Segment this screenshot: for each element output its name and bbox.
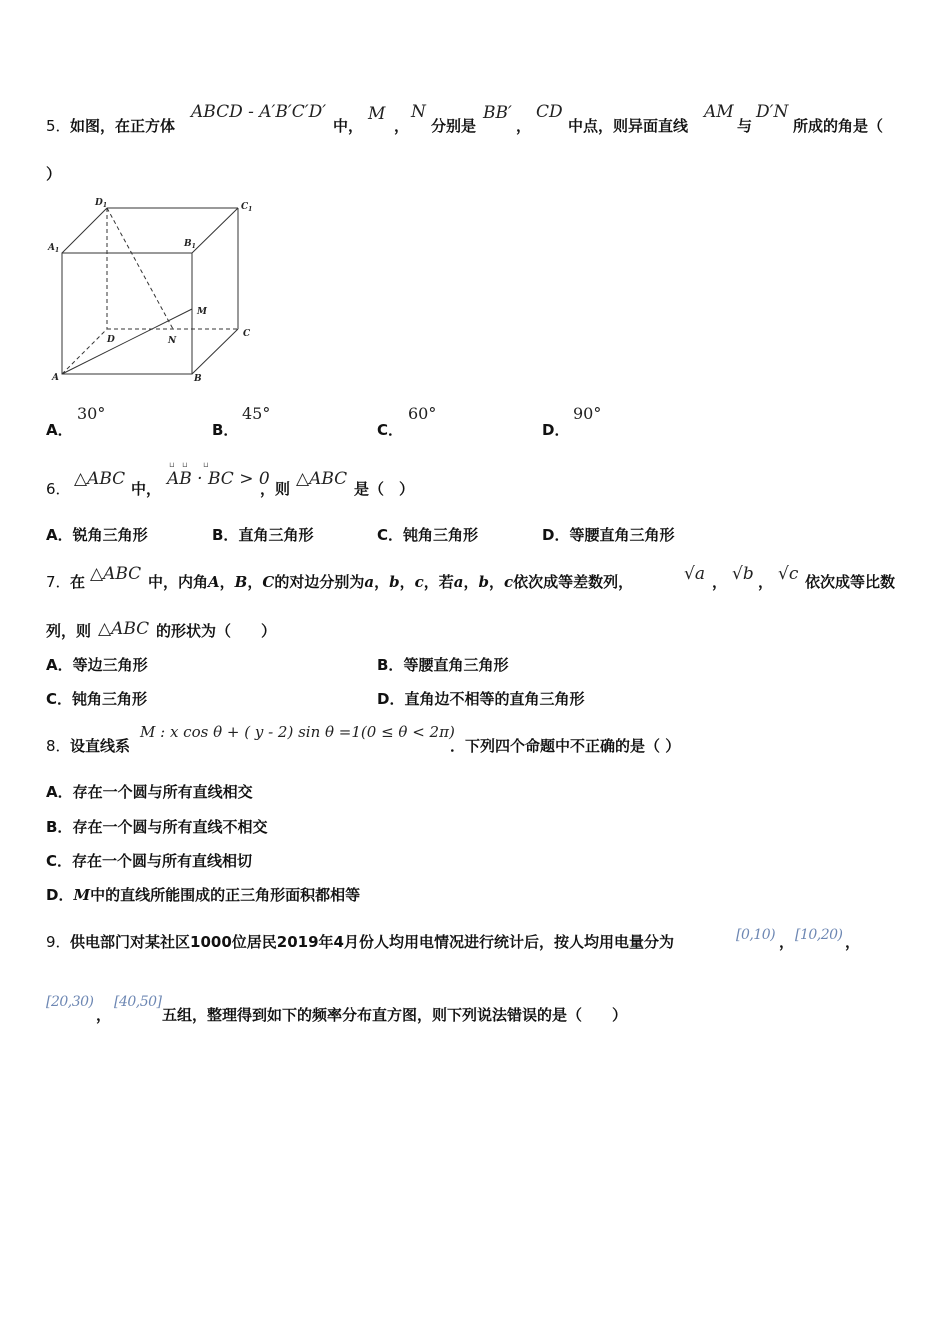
q9-interval-2: [10,20) bbox=[795, 927, 843, 943]
q8-text-b: ．下列四个命题中不正确的是（ ） bbox=[450, 737, 681, 755]
q9-interval-4: [40,50] bbox=[114, 994, 162, 1010]
label-b: B bbox=[194, 374, 202, 384]
q5-text-c: 分别是 bbox=[431, 117, 477, 135]
q7-comma-h: ， bbox=[758, 573, 774, 591]
q5-text-a: 如图，在正方体 bbox=[70, 117, 176, 135]
q7-math-triangle-2: △ABC bbox=[98, 619, 150, 639]
q9-interval-1: [0,10) bbox=[736, 927, 776, 943]
q8-option-d: D．M中的直线所能围成的正三角形面积都相等 bbox=[46, 886, 361, 904]
q7-text-f: 依次成等比数 bbox=[805, 573, 896, 591]
label-a: A bbox=[52, 373, 59, 383]
q6-math-triangle: △ABC bbox=[74, 469, 126, 489]
label-c1: $C_1$ bbox=[241, 202, 253, 213]
q9-interval-3: [20,30) bbox=[46, 994, 94, 1010]
q5-option-a-value: 30° bbox=[77, 404, 106, 423]
q7-option-a: A．等边三角形 bbox=[46, 656, 148, 674]
front-face bbox=[62, 253, 192, 374]
q5-option-d-value: 90° bbox=[573, 404, 602, 423]
q6-option-c: C．钝角三角形 bbox=[377, 526, 479, 544]
q5-math-DN: D′N bbox=[756, 102, 789, 122]
q5-math-BB: BB′ bbox=[483, 103, 512, 123]
q5-option-d-label: D． bbox=[542, 421, 570, 439]
q7-comma-g: ， bbox=[712, 573, 728, 591]
q5-text-close: ） bbox=[46, 165, 62, 183]
q7-math-sqrt-b: √b bbox=[732, 564, 754, 584]
segment-d1n bbox=[107, 208, 173, 329]
q7-math-sqrt-a: √a bbox=[684, 564, 705, 584]
q5-comma-2: ， bbox=[516, 117, 532, 135]
q6-text-c: 是（ ） bbox=[354, 480, 415, 498]
q5-text-f: 所成的角是（ bbox=[793, 117, 884, 135]
label-d: D bbox=[107, 335, 115, 345]
q9-comma-3: ， bbox=[96, 1006, 112, 1024]
edge-b1c1 bbox=[192, 208, 238, 253]
q8-option-b: B．存在一个圆与所有直线不相交 bbox=[46, 818, 268, 836]
q7-option-b: B．等腰直角三角形 bbox=[377, 656, 509, 674]
q5-math-M: M bbox=[368, 104, 386, 124]
label-n: N bbox=[168, 336, 177, 346]
q5-text-e: 与 bbox=[737, 117, 753, 135]
q7-math-triangle: △ABC bbox=[90, 564, 142, 584]
q7-line2-b: 的形状为（ ） bbox=[156, 622, 277, 640]
label-a1: $A_1$ bbox=[48, 243, 60, 254]
q7-number: 7． bbox=[46, 573, 71, 591]
q5-math-N: N bbox=[411, 102, 426, 122]
q9-line1: 供电部门对某社区1000位居民2019年4月份人均用电情况进行统计后，按人均用电量分为 bbox=[70, 933, 674, 951]
q6-text-a: 中， bbox=[131, 480, 162, 498]
q6-text-b: ，则 bbox=[260, 480, 291, 498]
q6-option-a: A．锐角三角形 bbox=[46, 526, 148, 544]
label-d1: $D_1$ bbox=[95, 198, 107, 209]
cube-figure bbox=[40, 194, 265, 388]
q9-number: 9． bbox=[46, 933, 71, 951]
hidden-edge-ad bbox=[62, 329, 107, 374]
q8-option-a: A．存在一个圆与所有直线相交 bbox=[46, 783, 253, 801]
label-b1: $B_1$ bbox=[184, 239, 196, 250]
q5-math-AM: AM bbox=[704, 102, 734, 122]
q7-line2-a: 列，则 bbox=[46, 622, 92, 640]
q8-option-c: C．存在一个圆与所有直线相切 bbox=[46, 852, 253, 870]
q6-number: 6． bbox=[46, 480, 71, 498]
q5-option-a-label: A． bbox=[46, 421, 73, 439]
edge-a1d1 bbox=[62, 208, 107, 253]
edge-bc bbox=[192, 329, 238, 374]
q5-comma-1: ， bbox=[394, 117, 410, 135]
q5-option-c-label: C． bbox=[377, 421, 404, 439]
q5-option-c-value: 60° bbox=[408, 404, 437, 423]
q7-option-d: D．直角边不相等的直角三角形 bbox=[377, 690, 585, 708]
q5-text-b: 中， bbox=[333, 117, 364, 135]
q5-option-b-value: 45° bbox=[242, 404, 271, 423]
q7-text-a: 在 bbox=[70, 573, 86, 591]
q8-math-system: M : x cos θ + ( y - 2) sin θ =1(0 ≤ θ < 2π) bbox=[140, 723, 455, 741]
q6-option-b: B．直角三角形 bbox=[212, 526, 314, 544]
q7-math-sqrt-c: √c bbox=[778, 564, 799, 584]
q5-math-CD: CD bbox=[536, 102, 563, 122]
q6-math-triangle-2: △ABC bbox=[296, 469, 348, 489]
label-c: C bbox=[243, 329, 251, 339]
q7-line1: 中，内角A，B，C的对边分别为a，b，c，若a，b，c依次成等差数列， bbox=[148, 573, 634, 591]
q9-comma-2: ， bbox=[845, 933, 861, 951]
q6-math-vector: AB · BC > 0 bbox=[167, 469, 270, 489]
q5-option-b-label: B． bbox=[212, 421, 239, 439]
q9-text-e: 五组，整理得到如下的频率分布直方图，则下列说法错误的是（ ） bbox=[162, 1006, 628, 1024]
q5-text-d: 中点，则异面直线 bbox=[568, 117, 689, 135]
q5-math-cube: ABCD - A′B′C′D′ bbox=[191, 102, 327, 122]
q5-number: 5． bbox=[46, 117, 71, 135]
label-m: M bbox=[197, 307, 207, 317]
q8-text-a: 设直线系 bbox=[70, 737, 131, 755]
q6-option-d: D．等腰直角三角形 bbox=[542, 526, 675, 544]
q7-option-c: C．钝角三角形 bbox=[46, 690, 148, 708]
q9-comma-1: ， bbox=[779, 933, 795, 951]
q8-number: 8． bbox=[46, 737, 71, 755]
